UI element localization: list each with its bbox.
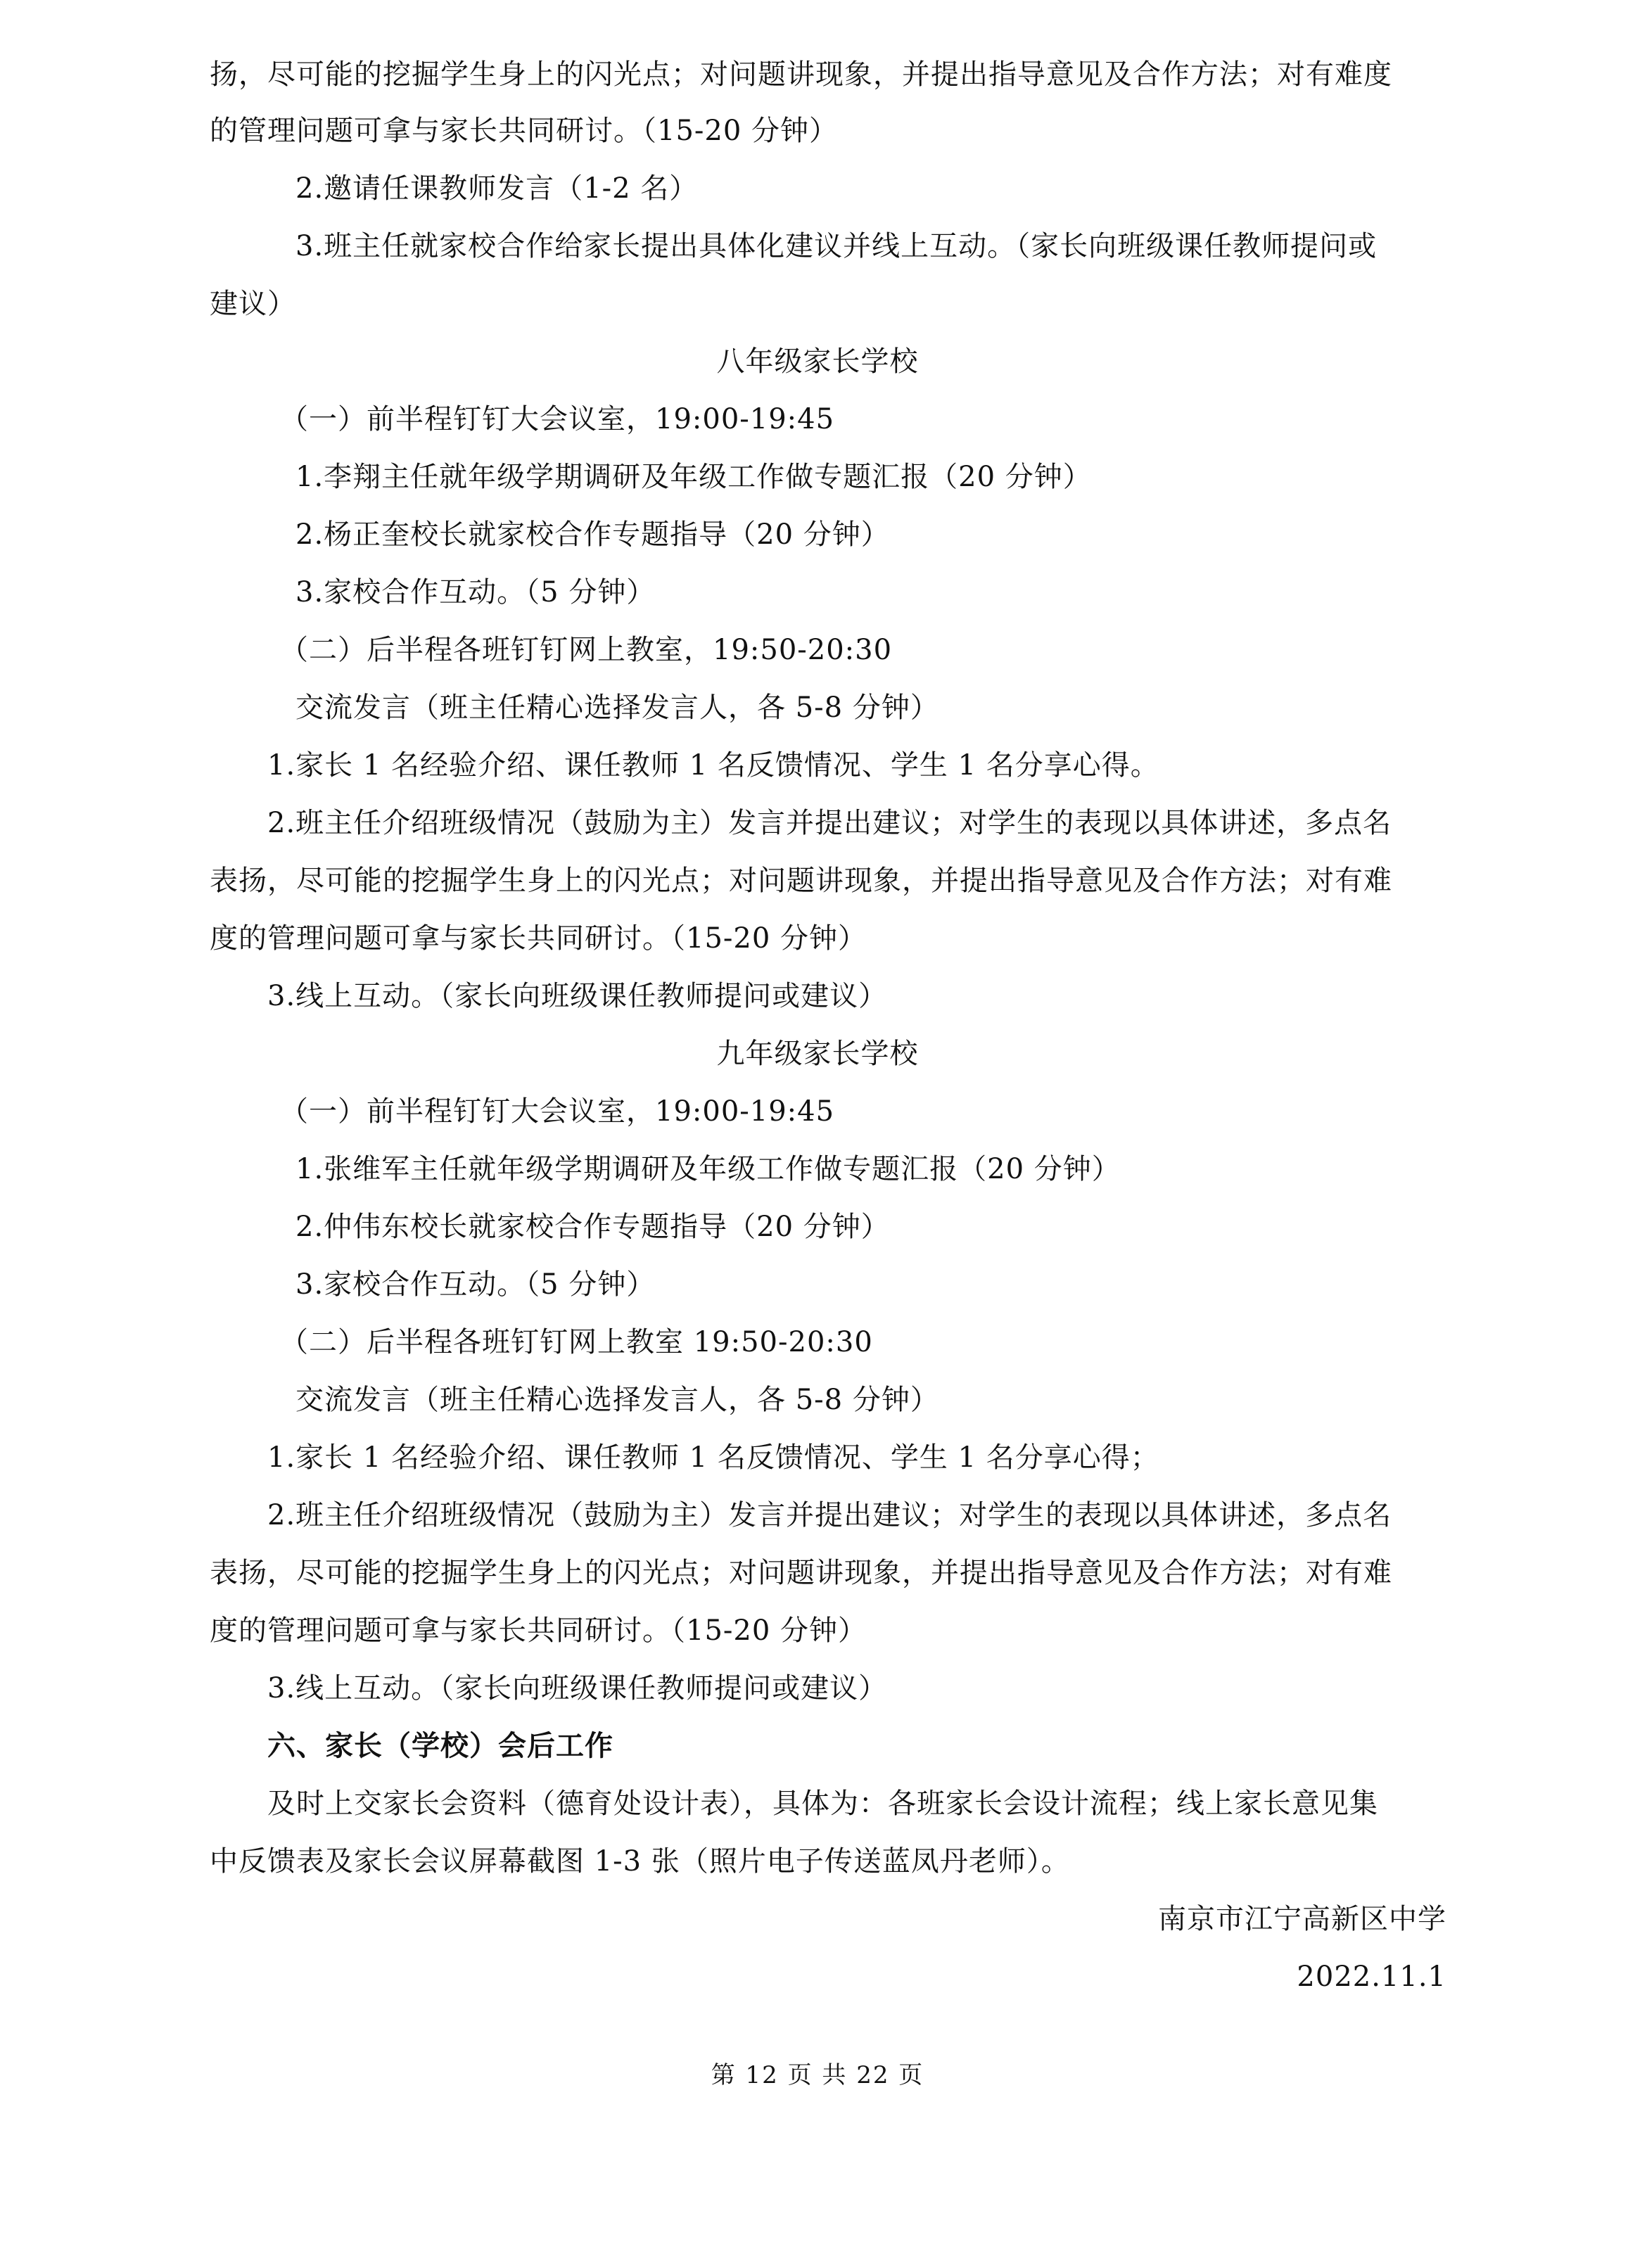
list-item: 1.家长 1 名经验介绍、课任教师 1 名反馈情况、学生 1 名分享心得； [267,1441,1159,1474]
list-item: 2.仲伟东校长就家校合作专题指导（20 分钟） [295,1211,890,1243]
list-item: 度的管理问题可拿与家长共同研讨。（15-20 分钟） [210,922,867,955]
list-item: （二）后半程各班钉钉网上教室 19:50-20:30 [280,1326,873,1358]
signature-date: 2022.11.1 [1297,1961,1446,1993]
list-item: 表扬，尽可能的挖掘学生身上的闪光点；对问题讲现象，并提出指导意见及合作方法；对有难 [210,865,1392,897]
section-title-grade8: 八年级家长学校 [716,345,919,378]
paragraph-line: 中反馈表及家长会议屏幕截图 1-3 张（照片电子传送蓝凤丹老师）。 [210,1845,1070,1878]
list-item: 交流发言（班主任精心选择发言人，各 5-8 分钟） [295,1384,939,1416]
list-item: 2.班主任介绍班级情况（鼓励为主）发言并提出建议；对学生的表现以具体讲述，多点名 [267,1499,1392,1531]
page-footer: 第 12 页 共 22 页 [711,2061,924,2089]
paragraph-line: 建议） [210,288,296,320]
paragraph-line: 及时上交家长会资料（德育处设计表），具体为：各班家长会设计流程；线上家长意见集 [267,1788,1378,1820]
list-item: 3.线上互动。（家长向班级课任教师提问或建议） [267,1672,888,1705]
paragraph-line: 3.班主任就家校合作给家长提出具体化建议并线上互动。（家长向班级课任教师提问或 [295,230,1378,262]
list-item: 交流发言（班主任精心选择发言人，各 5-8 分钟） [295,692,939,724]
list-item: 2.杨正奎校长就家校合作专题指导（20 分钟） [295,518,890,551]
section-heading: 六、家长（学校）会后工作 [267,1730,613,1762]
list-item: （一）前半程钉钉大会议室，19:00-19:45 [280,403,835,435]
paragraph-line: 的管理问题可拿与家长共同研讨。（15-20 分钟） [210,115,839,147]
list-item: （二）后半程各班钉钉网上教室，19:50-20:30 [280,634,893,666]
list-item: 1.家长 1 名经验介绍、课任教师 1 名反馈情况、学生 1 名分享心得。 [267,749,1159,782]
list-item: 1.张维军主任就年级学期调研及年级工作做专题汇报（20 分钟） [295,1153,1121,1185]
section-title-grade9: 九年级家长学校 [716,1038,919,1070]
paragraph-line: 扬，尽可能的挖掘学生身上的闪光点；对问题讲现象，并提出指导意见及合作方法；对有难度 [210,58,1392,91]
list-item: 3.线上互动。（家长向班级课任教师提问或建议） [267,980,888,1012]
list-item: 2.班主任介绍班级情况（鼓励为主）发言并提出建议；对学生的表现以具体讲述，多点名 [267,807,1392,839]
list-item: 1.李翔主任就年级学期调研及年级工作做专题汇报（20 分钟） [295,461,1092,493]
list-item: （一）前半程钉钉大会议室，19:00-19:45 [280,1095,835,1128]
list-item: 3.家校合作互动。（5 分钟） [295,576,656,609]
signature-org: 南京市江宁高新区中学 [1158,1903,1446,1935]
paragraph-line: 2.邀请任课教师发言（1-2 名） [295,172,699,205]
list-item: 表扬，尽可能的挖掘学生身上的闪光点；对问题讲现象，并提出指导意见及合作方法；对有难 [210,1557,1392,1589]
list-item: 度的管理问题可拿与家长共同研讨。（15-20 分钟） [210,1614,867,1647]
list-item: 3.家校合作互动。（5 分钟） [295,1268,656,1301]
